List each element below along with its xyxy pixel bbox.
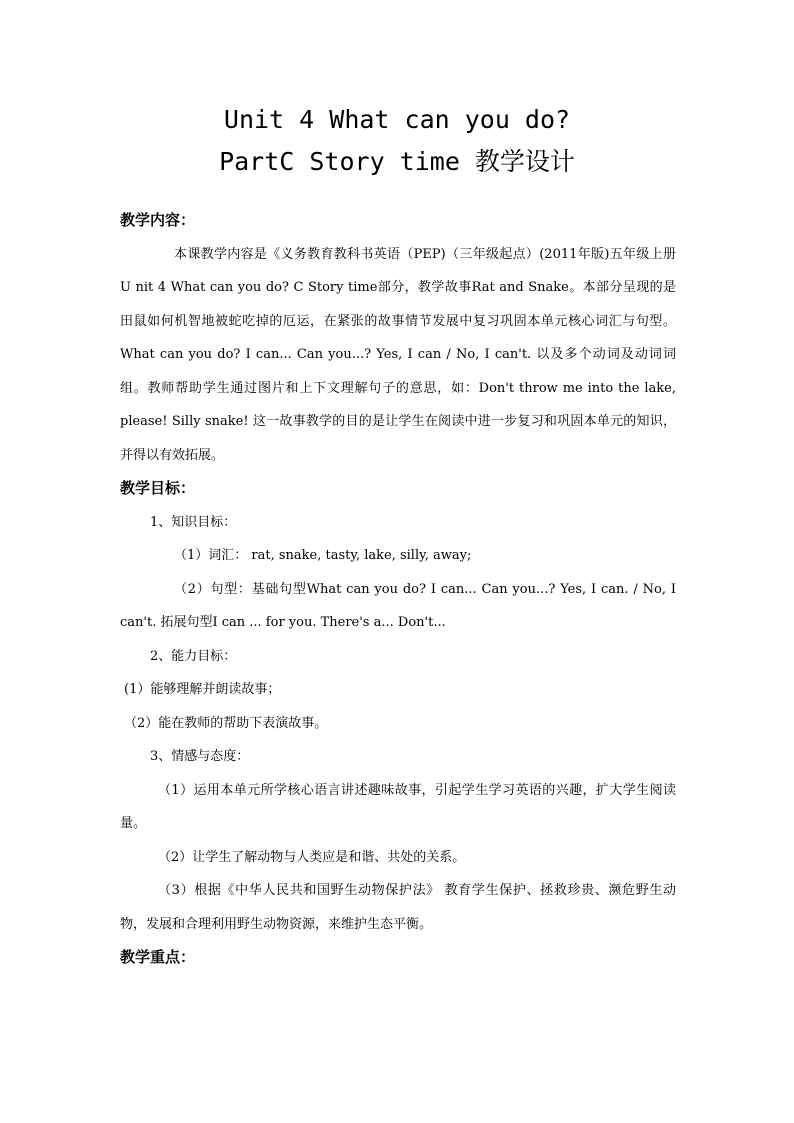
title-line-1: Unit 4 What can you do? [223, 105, 571, 134]
document-body [120, 204, 676, 975]
emotion-goal-1: （1）运用本单元所学核心语言讲述趣味故事，引起学生学习英语的兴趣，扩大学生阅读量。 [120, 782, 676, 831]
section-heading-key-points: 教学重点： [120, 948, 196, 966]
section-heading-goals: 教学目标： [120, 479, 196, 497]
emotion-goal-3: （3）根据《中华人民共和国野生动物保护法》 教育学生保护、拯救珍贵、濒危野生动物，发展和合理利用野生动物资源，来维护生态平衡。 [120, 883, 676, 932]
sentence-patterns: （2）句型：基础句型What can you do? I can... Can you...? Yes, I can. / No, I can't. 拓展句型I can ... for you. There's a... Don't... [120, 581, 676, 630]
ability-goal-2: （2）能在教师的帮助下表演故事。 [124, 715, 328, 731]
content-paragraph: 本课教学内容是《义务教育教科书英语（PEP)（三年级起点）(2011年版)五年级上册U nit 4 What can you do? C Story time部分，教学故事Rat and Snake。本部分呈现的是田鼠如何机智地被蛇吃掉的厄运，在紧张的故事情节发展中复习巩固本单元核心词汇与句型。What can you do? I can... Can you...? Yes, I can / No, I can't. 以及多个动词及动词词组。教师帮助学生通过图片和上下文理解句子的意思，如：Don't throw me into the lake, please! Silly snake! 这一故事教学的目的是让学生在阅读中进一步复习和巩固本单元的知识，并得以有效拓展。 [120, 246, 676, 463]
emotion-goal-2: （2）让学生了解动物与人类应是和谐、共处的关系。 [158, 849, 466, 865]
vocab-line: （1）词汇： rat, snake, tasty, lake, silly, away; [174, 548, 472, 563]
ability-goal-1: (1）能够理解并朗读故事； [124, 682, 281, 697]
ability-goals-title: 2、能力目标： [150, 648, 237, 664]
document-title [0, 99, 794, 183]
title-line-2: PartC Story time 教学设计 [219, 147, 575, 176]
emotion-goals-title: 3、情感与态度： [150, 749, 250, 764]
knowledge-goals-title: 1、知识目标： [150, 514, 237, 530]
section-heading-content: 教学内容： [120, 211, 196, 229]
